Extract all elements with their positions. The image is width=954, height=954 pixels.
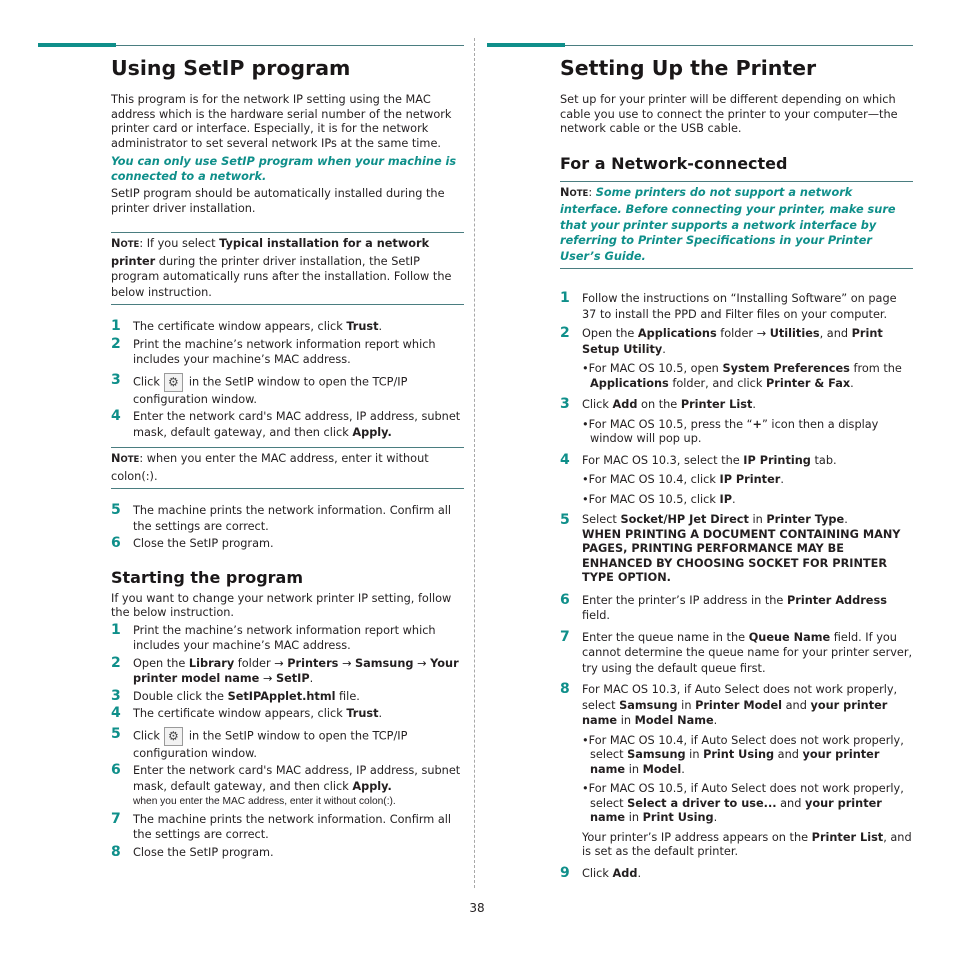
bullet-r8b: •For MAC OS 10.5, if Auto Select does not work properly, select Select a driver to use... and your printer name in Print Using. <box>582 782 904 825</box>
step-a1: 1 The certificate window appears, click Trust. <box>111 318 383 334</box>
column-divider <box>474 38 475 888</box>
bullet-r4a: •For MAC OS 10.4, click IP Printer. <box>582 473 784 487</box>
note-label-right: NOTE <box>560 185 589 199</box>
step-c3: 3 Double click the SetIPApplet.html file. <box>111 687 360 704</box>
step-r4: 4 For MAC OS 10.3, select the IP Printing tab. <box>560 451 837 468</box>
step-a2: 2 Print the machine’s network information report which includes your machine’s MAC address. <box>111 335 436 366</box>
bullet-r4b: •For MAC OS 10.5, click IP. <box>582 492 736 506</box>
header-rule-right <box>487 40 913 46</box>
header-rule <box>38 40 464 46</box>
step-r1: 1 Follow the instructions on “Installing Software” on page 37 to install the PPD and Filter files on your computer. <box>560 290 897 321</box>
bullet-r3: •For MAC OS 10.5, press the “+” icon then a display window will pop up. <box>582 417 879 446</box>
note-box-right <box>560 181 913 270</box>
right-column <box>487 40 913 881</box>
setip-install-text: SetIP program should be automatically installed during the printer driver installation. <box>111 187 445 215</box>
step-c2: 2 Open the Library folder → Printers → Samsung → Your printer model name → SetIP. <box>111 654 459 685</box>
note-box-2 <box>111 447 464 489</box>
starting-intro: If you want to change your network printer IP setting, follow the below instruction. <box>111 591 452 619</box>
setip-intro: This program is for the network IP setting using the MAC address which is the hardware serial number of the network printer card or interface. Especially, it is for the network administrator to set several network IPs at the same time. <box>111 93 452 150</box>
printer-list-note: Your printer’s IP address appears on the Printer List, and is set as the default printer. <box>582 830 912 859</box>
note-box-1 <box>111 232 464 305</box>
step-a3: 3 Click ⚙ in the SetIP window to open the TCP/IP configuration window. <box>111 371 408 406</box>
note-label: NOTE <box>111 237 140 250</box>
step-c1: 1 Print the machine’s network information report which includes your machine’s MAC address. <box>111 621 436 652</box>
note-1-text: NOTE: If you select Typical installation for a network printer during the printer driver installation, the SetIP program automatically runs after the installation. Follow the below instruction. <box>111 237 452 299</box>
gear-icon: ⚙ <box>164 373 183 392</box>
setup-intro: Set up for your printer will be different depending on which cable you use to connect the printer to your computer—the network cable or the USB cable. <box>560 93 898 135</box>
step-a4: 4 Enter the network card's MAC address, IP address, subnet mask, default gateway, and then click Apply. <box>111 408 461 439</box>
gear-icon: ⚙ <box>164 727 183 746</box>
step-c6: 6 Enter the network card's MAC address, IP address, subnet mask, default gateway, and then click Apply. when you enter the MAC address, enter it without colon(:). <box>111 762 461 807</box>
bullet-r2: •For MAC OS 10.5, open System Preferences from the Applications folder, and click Printer & Fax. <box>582 362 902 390</box>
section-title-network: For a Network-connected <box>560 153 788 173</box>
section-title-starting: Starting the program <box>111 567 304 587</box>
step-r7: 7 Enter the queue name in the Queue Name field. If you cannot determine the queue name for your printer server, try using the default queue first. <box>560 628 913 675</box>
step-c4: 4 The certificate window appears, click Trust. <box>111 705 383 721</box>
step-c7: 7 The machine prints the network information. Confirm all the settings are correct. <box>111 810 452 841</box>
step-r6: 6 Enter the printer’s IP address in the Printer Address field. <box>560 591 887 623</box>
step-r8: 8 For MAC OS 10.3, if Auto Select does not work properly, select Samsung in Printer Model and your printer name in Model Name. <box>560 681 898 728</box>
step-b5: 5 The machine prints the network information. Confirm all the settings are correct. <box>111 502 452 533</box>
step-c8: 8 Close the SetIP program. <box>111 843 274 860</box>
left-column <box>38 40 464 860</box>
note-right-text: NOTE: Some printers do not support a network interface. Before connecting your printer, make sure that your printer supports a network interface by referring to Printer Specifications in your Printer User’s Guide. <box>560 185 896 263</box>
step-b6: 6 Close the SetIP program. <box>111 535 274 551</box>
note-2-text: NOTE: when you enter the MAC address, enter it without colon(:). <box>111 452 429 483</box>
note-label-2: NOTE <box>111 452 140 465</box>
step-r2: 2 Open the Applications folder → Utilities, and Print Setup Utility. <box>560 325 883 356</box>
page-number: 38 <box>469 901 485 915</box>
page-title-setip: Using SetIP program <box>111 56 351 80</box>
page-title-setup: Setting Up the Printer <box>560 56 817 80</box>
step-c5: 5 Click ⚙ in the SetIP window to open the TCP/IP configuration window. <box>111 725 408 760</box>
bullet-r8a: •For MAC OS 10.4, if Auto Select does not work properly, select Samsung in Print Using and your printer name in Model. <box>582 733 904 776</box>
setip-network-note: You can only use SetIP program when your machine is connected to a network. <box>111 155 457 183</box>
step-r3: 3 Click Add on the Printer List. <box>560 396 756 413</box>
step-r9: 9 Click Add. <box>560 864 642 881</box>
step-r5: 5 Select Socket/HP Jet Direct in Printer Type. WHEN PRINTING A DOCUMENT CONTAINING MANY PAGES, PRINTING PERFORMANCE MAY BE ENHANCED BY CHOOSING SOCKET FOR PRINTER TYPE OPTION. <box>560 513 913 586</box>
printing-performance-note: WHEN PRINTING A DOCUMENT CONTAINING MANY PAGES, PRINTING PERFORMANCE MAY BE ENHANCED BY CHOOSING SOCKET FOR PRINTER TYPE OPTION. <box>582 527 901 585</box>
